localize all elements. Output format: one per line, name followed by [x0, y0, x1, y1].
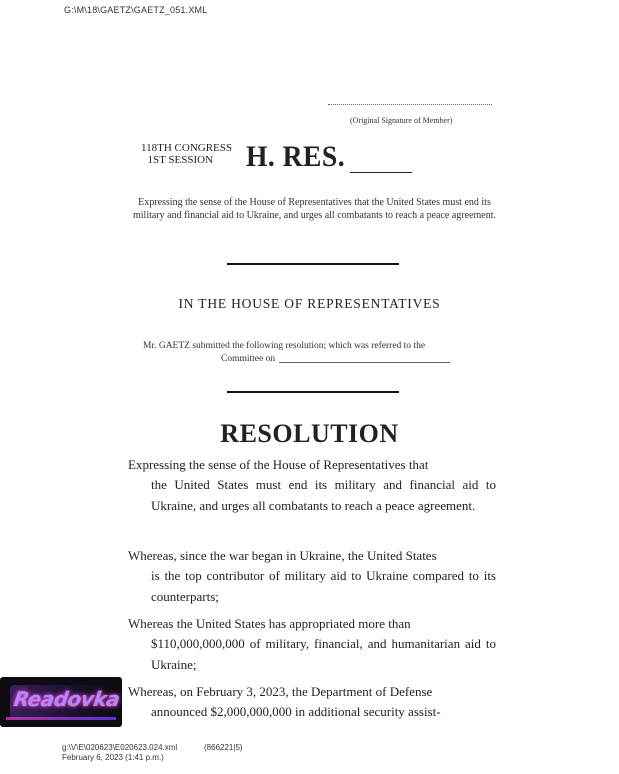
- paragraph-continuation: is the top contributor of military aid to Ukraine compared to its counterparts;: [151, 568, 496, 604]
- document-footer: [62, 743, 243, 763]
- readovka-watermark-logo: [0, 677, 122, 727]
- congress-session: [128, 142, 232, 166]
- chamber-heading: IN THE HOUSE OF REPRESENTATIVES: [178, 296, 441, 311]
- paragraph-continuation: the United States must end its military and financial aid to Ukraine, and urges all combatants to reach a peace agreement.: [151, 477, 496, 513]
- committee-label: Committee on: [221, 354, 276, 364]
- submission-line: Mr. GAETZ submitted the following resolution; which was referred to the: [143, 341, 426, 351]
- footer-date: February 6, 2023 (1:41 p.m.): [62, 753, 164, 762]
- paragraph-first-line: Whereas, on February 3, 2023, the Department of Defense: [128, 684, 433, 699]
- bill-number-blank: [350, 172, 412, 173]
- short-title: Expressing the sense of the House of Representatives that the United States must end its military and financial aid to Ukraine, and urges all combatants to reach a peace agreement.: [133, 197, 496, 221]
- paragraph-continuation: announced $2,000,000,000 in additional security assist-: [151, 704, 441, 720]
- committee-blank: [279, 362, 450, 363]
- signature-line: [328, 104, 492, 105]
- whereas-clause: [128, 614, 496, 675]
- congress-number: 118TH CONGRESS: [141, 142, 232, 154]
- whereas-clause: [128, 682, 496, 723]
- submission-statement: [143, 340, 488, 366]
- footer-code: (866221|5): [204, 743, 243, 752]
- paragraph-first-line: Expressing the sense of the House of Representatives that: [128, 457, 429, 472]
- paragraph-first-line: Whereas, since the war began in Ukraine, the United States: [128, 548, 437, 563]
- footer-file-path: g:\V\E\020623\E020623.024.xml: [62, 743, 178, 752]
- whereas-clause: [128, 546, 496, 607]
- logo-accent: [6, 717, 116, 720]
- divider-rule: [227, 391, 399, 393]
- bill-designation: H. RES.: [246, 140, 346, 173]
- divider-rule: [227, 263, 399, 265]
- logo-text: Readovka: [12, 687, 122, 711]
- file-path-header: G:\M\18\GAETZ\GAETZ_051.XML: [64, 5, 208, 15]
- session-number: 1ST SESSION: [147, 154, 213, 166]
- paragraph-first-line: Whereas the United States has appropriated more than: [128, 616, 411, 631]
- resolution-heading: RESOLUTION: [220, 419, 399, 448]
- resolution-preamble: [128, 455, 496, 516]
- signature-label: (Original Signature of Member): [350, 116, 453, 125]
- paragraph-continuation: $110,000,000,000 of military, financial, and humanitarian aid to Ukraine;: [151, 636, 496, 672]
